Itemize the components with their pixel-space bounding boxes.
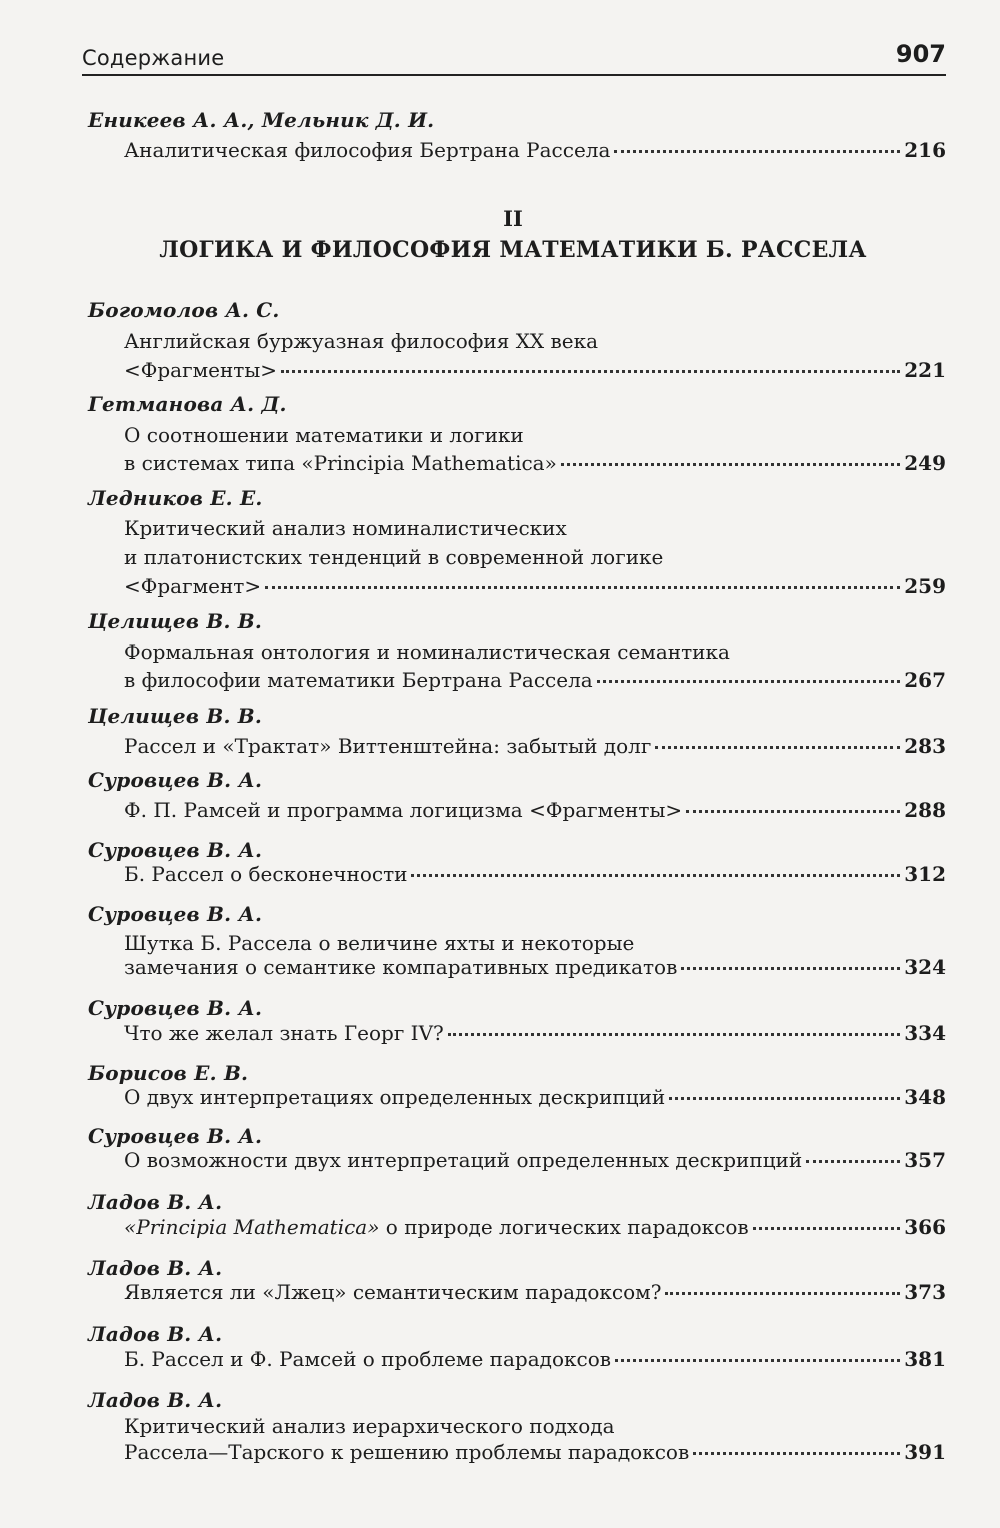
leader-dots bbox=[265, 586, 900, 589]
toc-entry-line[interactable] bbox=[124, 955, 946, 979]
toc-entry-title: замечания о семантике компаративных предикатов bbox=[124, 955, 678, 979]
toc-entry-title: Что же желал знать Георг IV? bbox=[124, 1021, 444, 1045]
leader-dots bbox=[686, 810, 900, 813]
toc-entry-title: Б. Рассел и Ф. Рамсей о проблеме парадоксов bbox=[124, 1347, 612, 1371]
toc-entry-line[interactable] bbox=[124, 668, 946, 692]
leader-dots bbox=[681, 967, 900, 970]
leader-dots bbox=[655, 746, 900, 749]
leader-dots bbox=[693, 1452, 900, 1455]
toc-page-number: 391 bbox=[904, 1440, 946, 1464]
toc-entry-title-line: и платонистских тенденций в современной логике bbox=[124, 545, 664, 569]
toc-entry-line[interactable] bbox=[124, 138, 946, 162]
toc-entry-title: О возможности двух интерпретаций определенных дескрипций bbox=[124, 1148, 803, 1172]
toc-entry-line[interactable] bbox=[124, 798, 946, 822]
toc-entry-line[interactable] bbox=[124, 1021, 946, 1045]
toc-page-number: 288 bbox=[904, 798, 946, 822]
leader-dots bbox=[281, 370, 900, 373]
leader-dots bbox=[753, 1227, 901, 1230]
toc-entry-title: Б. Рассел о бесконечности bbox=[124, 862, 408, 886]
toc-author: Суровцев В. А. bbox=[88, 838, 263, 862]
toc-author: Ледников Е. Е. bbox=[88, 486, 263, 510]
toc-author: Целищев В. В. bbox=[88, 704, 263, 728]
toc-entry-title: Рассела—Тарского к решению проблемы парадоксов bbox=[124, 1440, 690, 1464]
toc-entry-title-line: Критический анализ номиналистических bbox=[124, 516, 567, 540]
toc-page-number: 216 bbox=[904, 138, 946, 162]
toc-entry-title bbox=[124, 1215, 749, 1239]
section-title: ЛОГИКА И ФИЛОСОФИЯ МАТЕМАТИКИ Б. РАССЕЛА bbox=[159, 237, 867, 263]
leader-dots bbox=[614, 150, 900, 153]
toc-entry-title: Аналитическая философия Бертрана Рассела bbox=[124, 138, 611, 162]
toc-entry-line[interactable] bbox=[124, 451, 946, 475]
toc-entry-line[interactable] bbox=[124, 1215, 946, 1239]
toc-entry-line[interactable] bbox=[124, 1148, 946, 1172]
toc-entry-line[interactable] bbox=[124, 1280, 946, 1304]
toc-entry-line[interactable] bbox=[124, 734, 946, 758]
toc-page-number: 267 bbox=[904, 668, 946, 692]
toc-entry-title: Рассел и «Трактат» Виттенштейна: забытый долг bbox=[124, 734, 652, 758]
toc-page-number: 381 bbox=[904, 1347, 946, 1371]
toc-entry-line[interactable] bbox=[124, 1085, 946, 1109]
toc-author: Ладов В. А. bbox=[88, 1256, 223, 1280]
toc-page-number: 283 bbox=[904, 734, 946, 758]
toc-page-number: 366 bbox=[904, 1215, 946, 1239]
toc-entry-line[interactable] bbox=[124, 1440, 946, 1464]
toc-entry-title-line: Шутка Б. Рассела о величине яхты и некоторые bbox=[124, 931, 635, 955]
toc-entry-title-rest: о природе логических парадоксов bbox=[379, 1215, 749, 1239]
leader-dots bbox=[597, 680, 901, 683]
toc-page-number: 249 bbox=[904, 451, 946, 475]
toc-author: Суровцев В. А. bbox=[88, 1124, 263, 1148]
leader-dots bbox=[561, 463, 900, 466]
toc-page-number: 259 bbox=[904, 574, 946, 598]
toc-entry-title: <Фрагменты> bbox=[124, 358, 278, 382]
toc-author: Ладов В. А. bbox=[88, 1190, 223, 1214]
toc-entry-line[interactable] bbox=[124, 574, 946, 598]
toc-page-number: 373 bbox=[904, 1280, 946, 1304]
leader-dots bbox=[669, 1097, 900, 1100]
toc-author: Ладов В. А. bbox=[88, 1388, 223, 1412]
leader-dots bbox=[411, 874, 900, 877]
toc-entry-title: Является ли «Лжец» семантическим парадоксом? bbox=[124, 1280, 662, 1304]
toc-entry-line[interactable] bbox=[124, 1347, 946, 1371]
toc-entry-title-line: Английская буржуазная философия XX века bbox=[124, 329, 599, 353]
toc-page-number: 221 bbox=[904, 358, 946, 382]
section-number: II bbox=[503, 206, 523, 231]
toc-page-number: 348 bbox=[904, 1085, 946, 1109]
toc-author: Ладов В. А. bbox=[88, 1322, 223, 1346]
toc-entry-title: О двух интерпретациях определенных дескрипций bbox=[124, 1085, 666, 1109]
toc-author: Целищев В. В. bbox=[88, 609, 263, 633]
toc-entry-line[interactable] bbox=[124, 358, 946, 382]
toc-entry-title: в философии математики Бертрана Рассела bbox=[124, 668, 593, 692]
running-header bbox=[82, 38, 946, 76]
toc-entry-title: Ф. П. Рамсей и программа логицизма <Фрагменты> bbox=[124, 798, 683, 822]
toc-author: Суровцев В. А. bbox=[88, 902, 263, 926]
toc-entry-title-line: Критический анализ иерархического подхода bbox=[124, 1414, 615, 1438]
toc-page-number: 324 bbox=[904, 955, 946, 979]
toc-entry-title: <Фрагмент> bbox=[124, 574, 262, 598]
header-page-number: 907 bbox=[895, 40, 946, 68]
toc-author: Суровцев В. А. bbox=[88, 996, 263, 1020]
toc-page-number: 312 bbox=[904, 862, 946, 886]
toc-author: Борисов Е. В. bbox=[88, 1061, 249, 1085]
toc-page-number: 334 bbox=[904, 1021, 946, 1045]
toc-author: Суровцев В. А. bbox=[88, 768, 263, 792]
toc-author: Еникеев А. А., Мельник Д. И. bbox=[88, 108, 435, 132]
header-title: Содержание bbox=[82, 46, 225, 70]
toc-page-number: 357 bbox=[904, 1148, 946, 1172]
toc-entry-title-line: Формальная онтология и номиналистическая семантика bbox=[124, 640, 730, 664]
leader-dots bbox=[448, 1033, 901, 1036]
leader-dots bbox=[615, 1359, 900, 1362]
toc-author: Богомолов А. С. bbox=[88, 298, 280, 322]
toc-entry-line[interactable] bbox=[124, 862, 946, 886]
toc-entry-title-line: О соотношении математики и логики bbox=[124, 423, 524, 447]
leader-dots bbox=[665, 1292, 900, 1295]
toc-author: Гетманова А. Д. bbox=[88, 392, 287, 416]
toc-entry-title: в системах типа «Principia Mathematica» bbox=[124, 451, 557, 475]
leader-dots bbox=[806, 1160, 900, 1163]
toc-entry-title-italic: «Principia Mathematica» bbox=[124, 1215, 380, 1239]
